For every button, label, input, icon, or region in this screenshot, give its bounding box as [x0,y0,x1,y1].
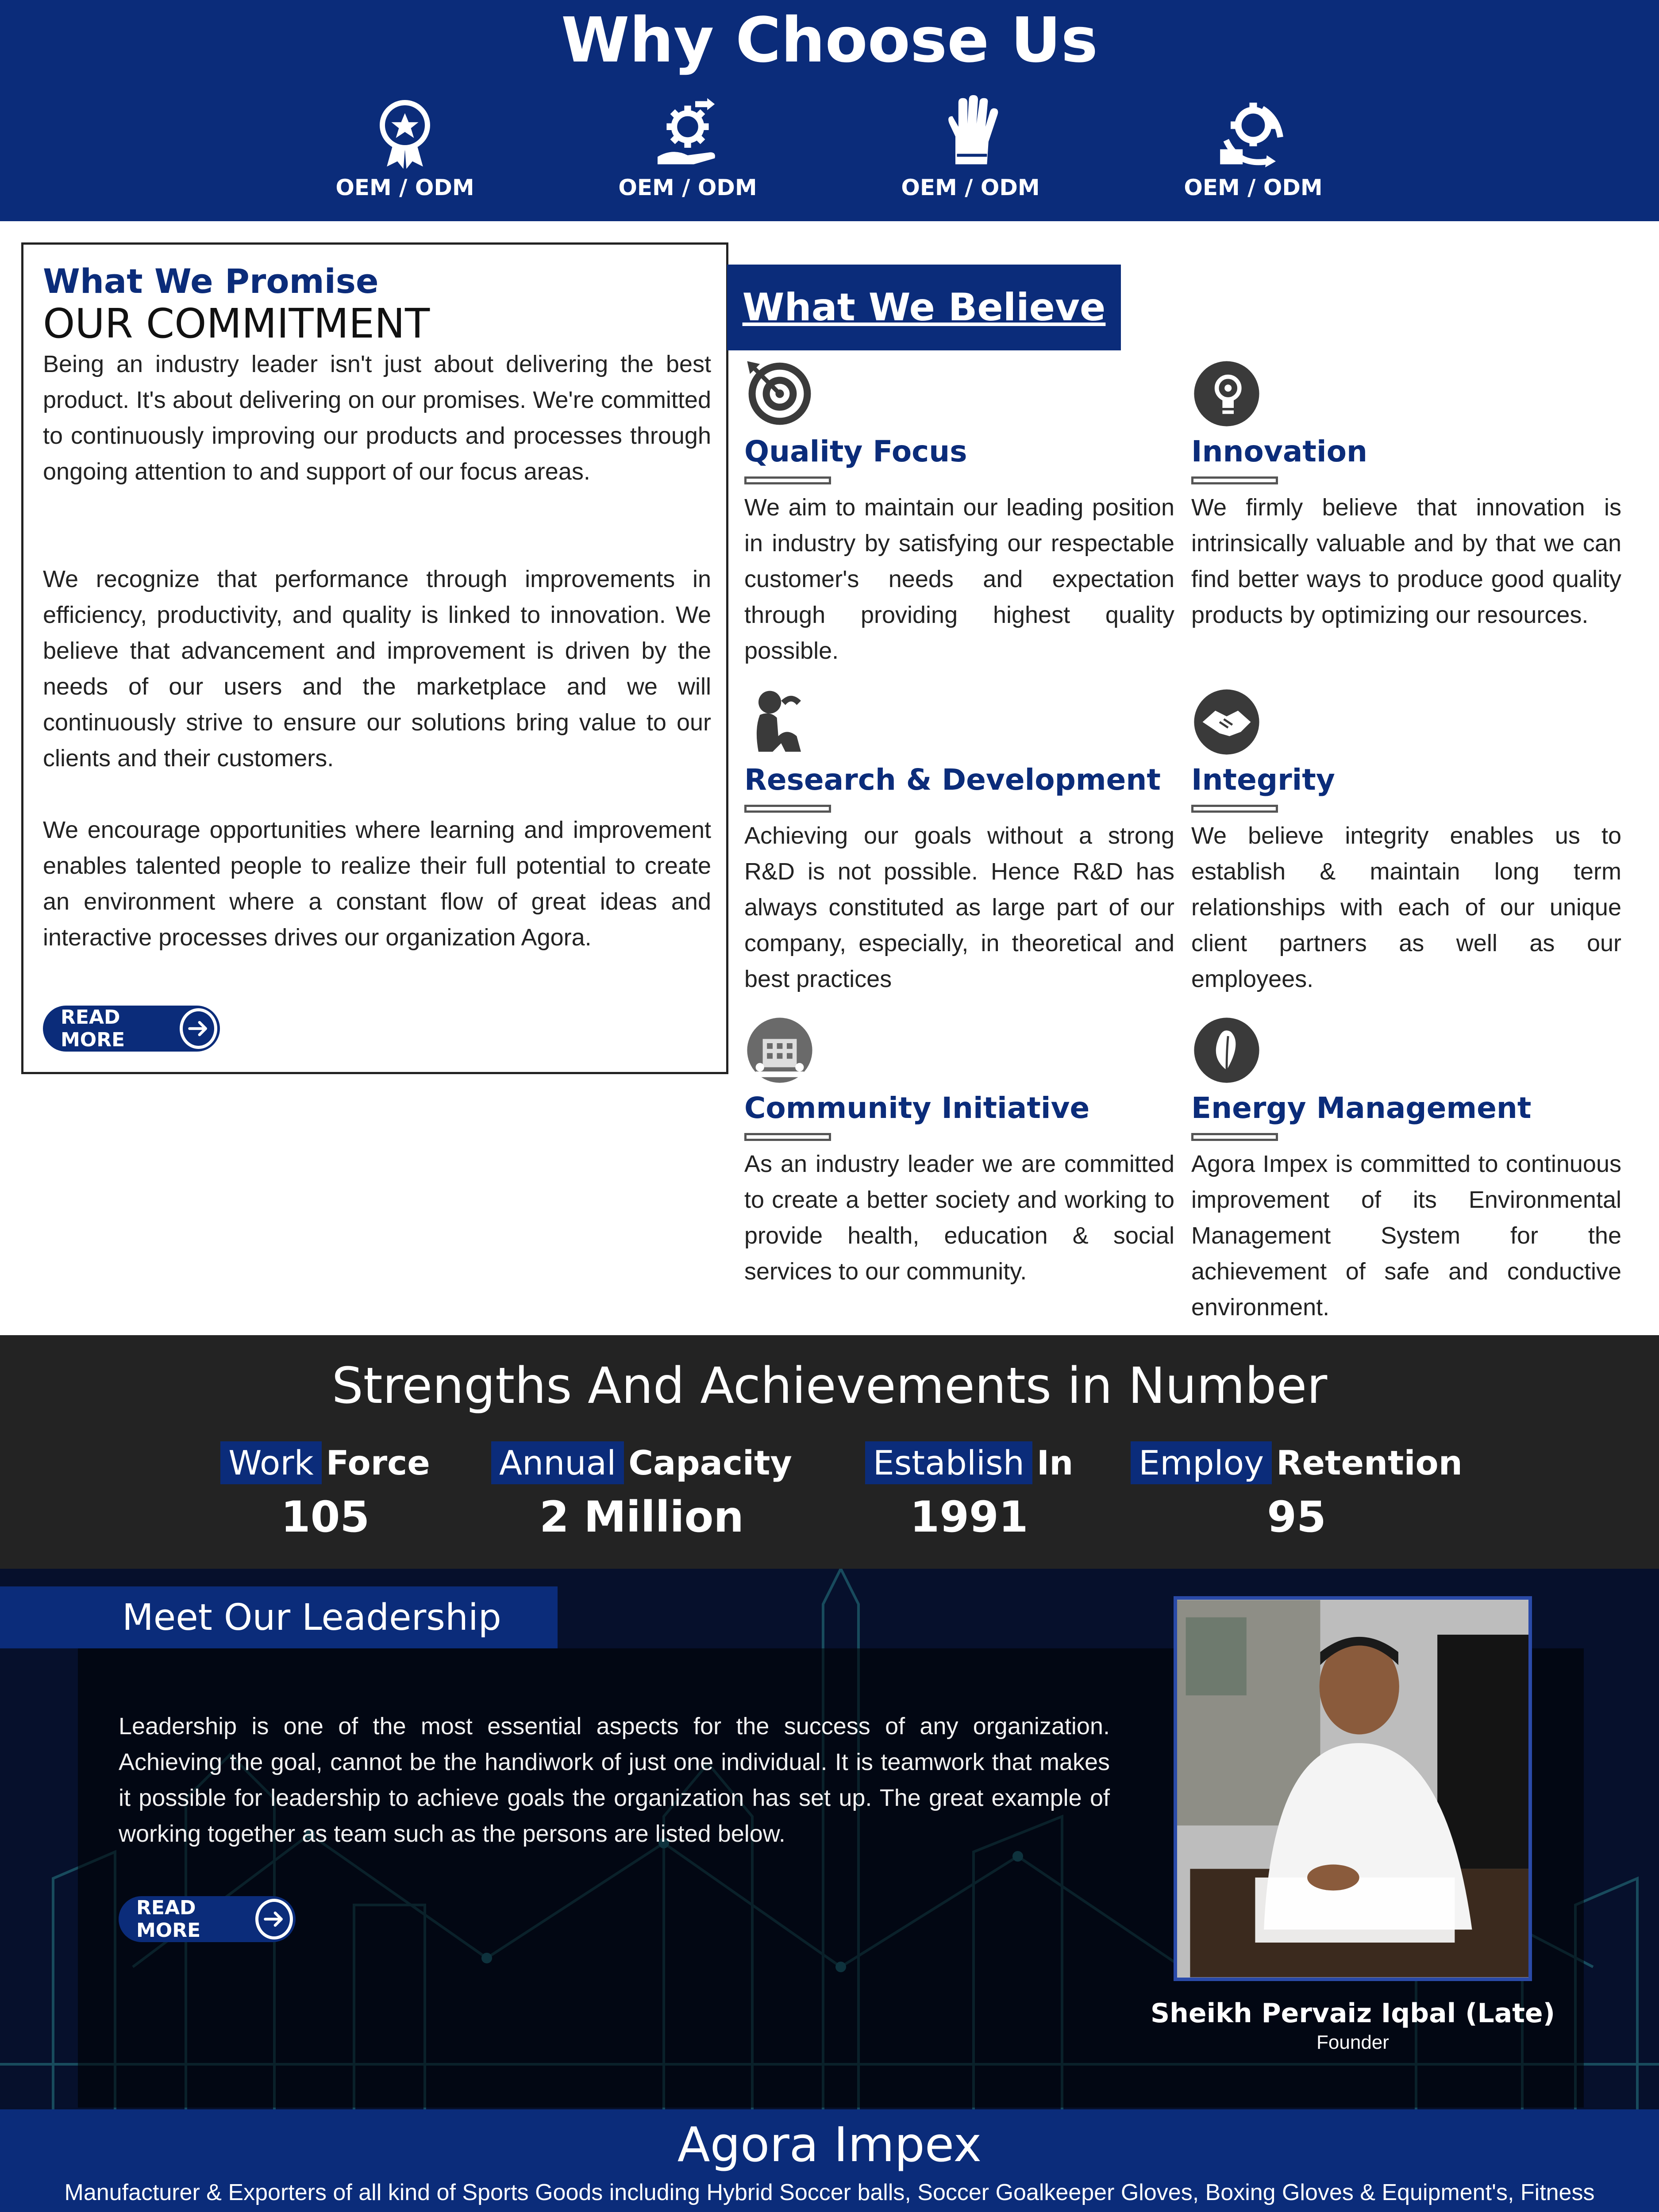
value-text: Agora Impex is committed to continuous improvement of its Environmental Management System for the achievement of safe and conductive environment. [1191,1151,1621,1321]
value-title: Energy Management [1191,1091,1532,1125]
thinker-icon [744,687,815,757]
stat-establish-in [841,1441,1097,1542]
value-integrity [1191,687,1621,997]
stat-label-bold: Capacity [628,1443,792,1482]
founder-role: Founder [1316,2032,1389,2053]
glove-icon [933,95,1008,170]
gear-hand-icon [650,95,725,170]
believe-heading-tab [727,265,1121,350]
gear-cycle-icon [1216,95,1291,170]
stat-label-light: Work [220,1441,321,1484]
stat-value: 2 Million [539,1492,744,1542]
arrow-right-icon [255,1899,293,1939]
why-choose-us-section [0,0,1659,221]
value-research-development [744,687,1174,997]
stat-value: 95 [1267,1492,1326,1542]
commitment-paragraph: We recognize that performance through improvements in efficiency, productivity, and quality is linked to innovation. We believe that advancement and improvement is driven by the needs of our users and the marketplace and we will continuously strive to ensure our solutions bring value to our clients and their customers. [43,566,711,772]
commitment-read-more-button[interactable] [43,1006,220,1052]
agora-title: Agora Impex [677,2117,982,2173]
value-title: Research & Development [744,763,1161,797]
stat-label-light: Employ [1131,1441,1272,1484]
commitment-paragraph: We encourage opportunities where learning and improvement enables talented people to realize their full potential to create an environment where a constant flow of great ideas and interactive processes drives our organization Agora. [43,817,711,951]
value-innovation [1191,358,1621,633]
stat-value: 1991 [910,1492,1028,1542]
stat-value: 105 [281,1492,370,1542]
stat-label-bold: Force [326,1443,430,1482]
value-title: Innovation [1191,434,1367,469]
value-text: We firmly believe that innovation is intrinsically valuable and by that we can find better ways to produce good quality products by optimizing our resources. [1191,494,1621,628]
value-text: As an industry leader we are committed to create a better society and working to provide health, education & social services to our community. [744,1151,1174,1285]
leadership-section [0,1569,1659,2109]
agora-banner [0,2109,1659,2212]
why-title: Why Choose Us [561,4,1098,77]
title-underline [1191,805,1278,813]
founder-name: Sheikh Pervaiz Iqbal (Late) [1150,1998,1555,2029]
agora-description: Manufacturer & Exporters of all kind of Sports Goods including Hybrid Soccer balls, Soccer Goalkeeper Gloves, Boxing Gloves & Equipment's, Fitness [64,2180,1595,2205]
promise-heading: What We Promise [43,261,379,301]
community-icon [744,1015,815,1086]
commitment-paragraph: Being an industry leader isn't just about delivering the best product. It's about delivering on our promises. We're committed to continuously improving our products and processes through ongoing attention to and support of our focus areas. [43,351,711,485]
value-title: Community Initiative [744,1091,1090,1125]
believe-heading: What We Believe [742,285,1106,330]
stat-employ-retention [1124,1441,1469,1542]
why-label: OEM / ODM [901,175,1040,200]
leadership-heading: Meet Our Leadership [122,1596,501,1639]
value-title: Quality Focus [744,434,967,469]
title-underline [744,476,831,484]
strengths-section [0,1335,1659,1569]
read-more-label: READ MORE [61,1006,125,1051]
value-text: Achieving our goals without a strong R&D is not possible. Hence R&D has always constituted as large part of our company, especially, in theoretical and best practices [744,822,1174,992]
value-energy-management [1191,1015,1621,1325]
value-text: We aim to maintain our leading position in industry by satisfying our respectable customer's needs and expectation through providing highest quality possible. [744,494,1174,664]
commitment-box [21,242,728,1074]
why-item-oem-3 [878,95,1063,200]
title-underline [1191,476,1278,484]
arrow-right-icon [180,1008,217,1049]
commitment-heading: OUR COMMITMENT [43,300,430,347]
value-community-initiative [744,1015,1174,1290]
stat-work-force [208,1441,443,1542]
title-underline [744,1133,831,1141]
leadership-text: Leadership is one of the most essential aspects for the success of any organization. Achieving the goal, cannot be the handiwork of just one individual. It is teamwork that makes it possible for leadership to achieve goals the organization has set up. The great example of working together as team such as the persons are listed below. [119,1713,1110,1847]
lightbulb-icon [1191,358,1262,429]
why-label: OEM / ODM [1184,175,1323,200]
badge-icon [367,95,443,170]
target-icon [744,358,815,429]
handshake-icon [1191,687,1262,757]
title-underline [1191,1133,1278,1141]
leaf-icon [1191,1015,1262,1086]
strengths-title: Strengths And Achievements in Number [331,1357,1328,1415]
founder-photo [1174,1596,1532,1981]
why-item-oem-2 [595,95,781,200]
title-underline [744,805,831,813]
value-quality-focus [744,358,1174,669]
stat-annual-capacity [487,1441,797,1542]
value-title: Integrity [1191,763,1335,797]
stat-label-light: Annual [491,1441,624,1484]
value-text: We believe integrity enables us to establish & maintain long term relationships with each of our unique client partners as well as our employees. [1191,822,1621,992]
why-label: OEM / ODM [335,175,474,200]
why-item-oem-1 [312,95,498,200]
stat-label-bold: In [1036,1443,1074,1482]
why-item-oem-4 [1160,95,1346,200]
stat-label-bold: Retention [1276,1443,1463,1482]
stat-label-light: Establish [865,1441,1032,1484]
leadership-heading-tab [0,1586,558,1648]
read-more-label: READ MORE [136,1897,201,1942]
why-label: OEM / ODM [618,175,757,200]
leadership-read-more-button[interactable] [119,1896,296,1942]
